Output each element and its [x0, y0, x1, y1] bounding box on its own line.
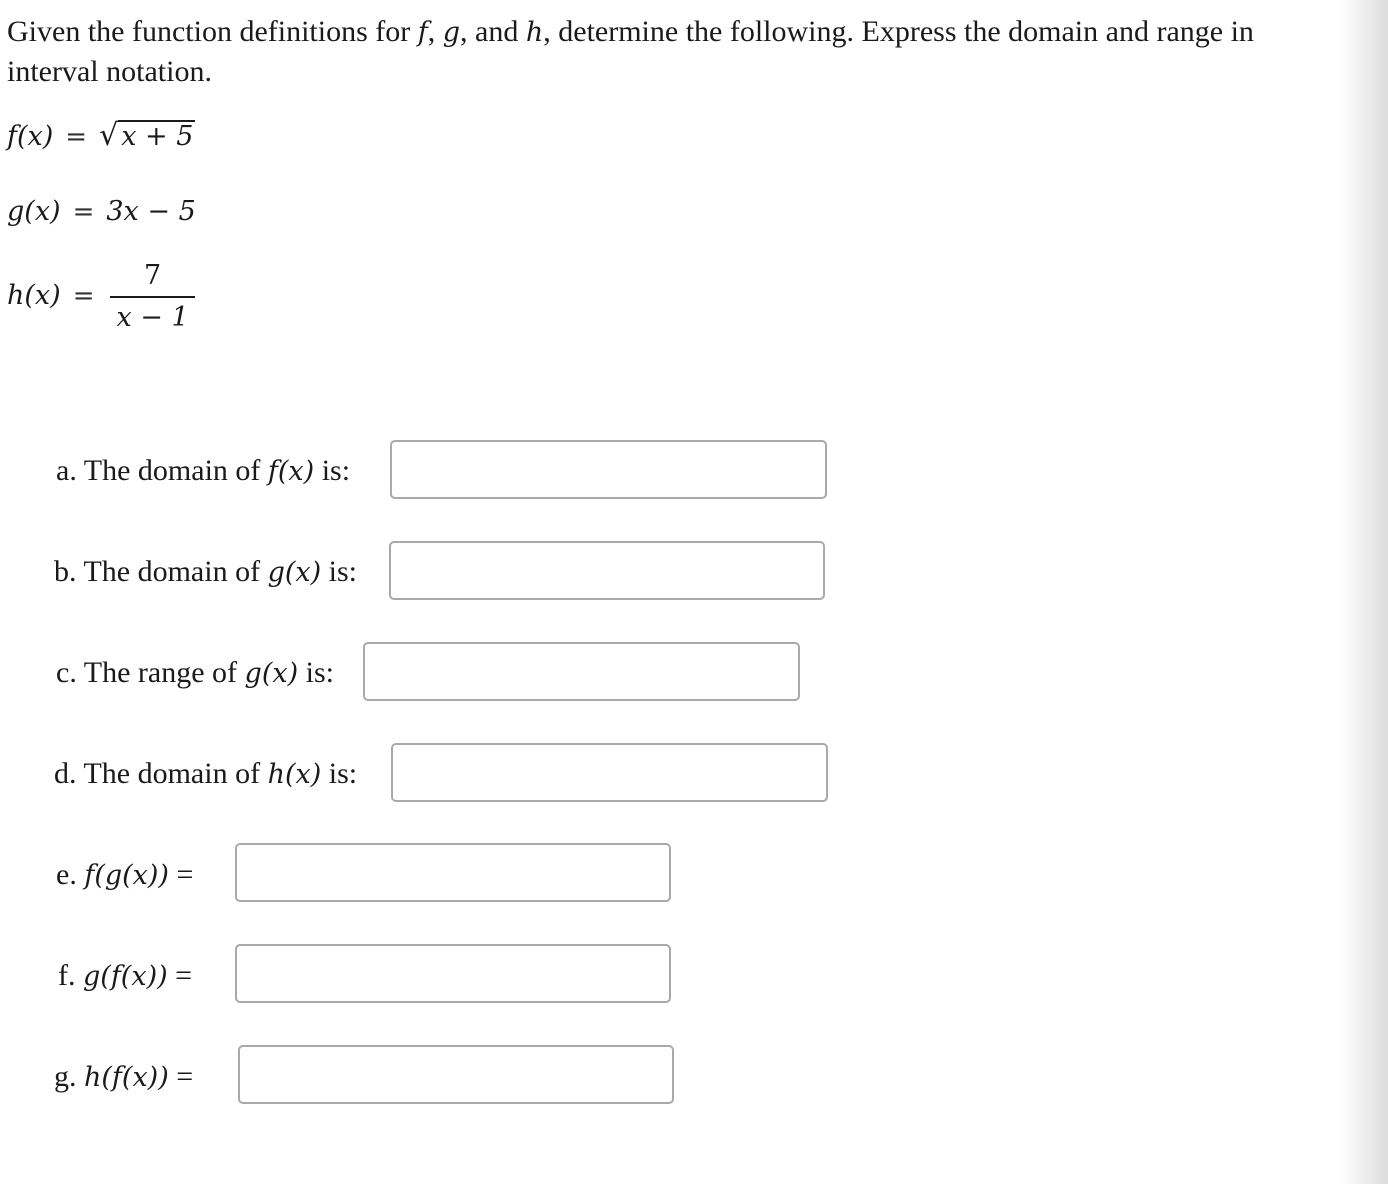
- function-name: g(x): [7, 196, 61, 227]
- equals-sign: =: [72, 197, 95, 227]
- question-text: f.: [58, 959, 83, 992]
- intro-text: , determine the following. Express the domain and range in interval notation.: [7, 15, 1254, 88]
- answer-b-input[interactable]: [389, 541, 825, 600]
- answer-c-input[interactable]: [363, 642, 800, 701]
- question-b-label: [54, 552, 357, 593]
- function-name: h(x): [7, 279, 61, 311]
- function-body: 3x − 5: [106, 196, 196, 227]
- question-text: g.: [54, 1060, 84, 1093]
- definition-g: [7, 194, 196, 228]
- problem-statement: [7, 12, 1352, 91]
- question-g-label: [54, 1057, 193, 1098]
- question-f-label: [58, 956, 192, 997]
- intro-sep: ,: [427, 15, 443, 48]
- function-name: f(x): [7, 121, 54, 152]
- answer-d-input[interactable]: [391, 743, 828, 802]
- equals-sign: =: [65, 122, 88, 152]
- answer-e-input[interactable]: [235, 843, 671, 902]
- question-expression: g(x): [244, 658, 299, 689]
- question-expression: f(g(x)): [84, 860, 169, 891]
- question-c-label: [56, 653, 334, 694]
- question-e-label: [56, 855, 193, 896]
- question-text: is:: [298, 656, 334, 689]
- fraction: [110, 262, 194, 332]
- fraction-denominator: x − 1: [116, 302, 189, 333]
- question-text: =: [168, 1060, 194, 1093]
- question-expression: f(x): [267, 456, 315, 487]
- question-text: =: [168, 858, 194, 891]
- question-text: d. The domain of: [54, 757, 268, 790]
- question-text: c. The range of: [56, 656, 245, 689]
- intro-f: f: [417, 17, 428, 48]
- question-text: e.: [56, 858, 85, 891]
- question-text: b. The domain of: [54, 555, 268, 588]
- page-edge-shadow: [1340, 0, 1388, 1184]
- question-text: is:: [314, 454, 351, 487]
- intro-g: g: [442, 17, 461, 48]
- intro-sep: , and: [460, 15, 526, 48]
- question-text: =: [167, 959, 193, 992]
- question-expression: g(f(x)): [83, 961, 168, 992]
- question-text: is:: [321, 555, 358, 588]
- question-expression: g(x): [267, 557, 322, 588]
- answer-a-input[interactable]: [390, 440, 827, 499]
- intro-text: Given the function definitions for: [7, 15, 418, 48]
- radical-sign: √: [99, 118, 119, 153]
- question-expression: h(f(x)): [84, 1062, 169, 1093]
- intro-h: h: [525, 17, 544, 48]
- question-text: is:: [321, 757, 358, 790]
- question-expression: h(x): [267, 759, 322, 790]
- question-d-label: [54, 754, 357, 795]
- question-text: a. The domain of: [56, 454, 268, 487]
- definition-f: [7, 118, 195, 153]
- square-root: [99, 118, 195, 153]
- definition-h: [7, 262, 195, 332]
- answer-f-input[interactable]: [235, 944, 671, 1003]
- answer-g-input[interactable]: [238, 1045, 674, 1104]
- question-a-label: [56, 451, 350, 492]
- fraction-numerator: 7: [110, 262, 194, 298]
- radicand: x + 5: [118, 120, 195, 152]
- equals-sign: =: [72, 280, 95, 311]
